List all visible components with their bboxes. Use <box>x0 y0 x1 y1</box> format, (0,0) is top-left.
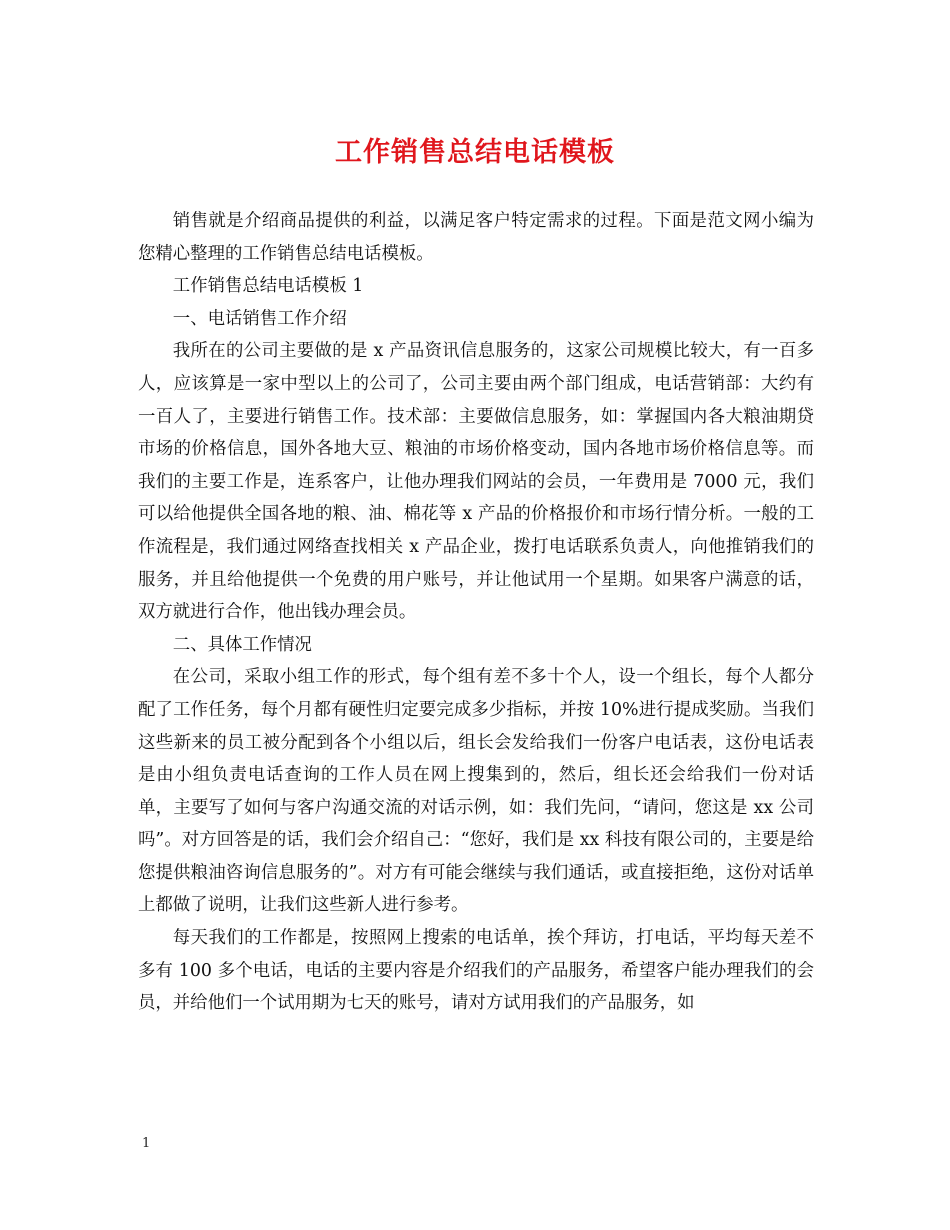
paragraph-daily-work: 每天我们的工作都是，按照网上搜索的电话单，挨个拜访，打电话，平均每天差不多有 100 多个电话，电话的主要内容是介绍我们的产品服务，希望客户能办理我们的会员，并给他们一个试用期为七天的账号，请对方试用我们的产品服务，如 <box>138 928 814 1014</box>
document-body <box>138 205 814 1020</box>
page-number: 1 <box>142 1136 151 1151</box>
paragraph-team-work: 在公司，采取小组工作的形式，每个组有差不多十个人，设一个组长，每个人都分配了工作任务，每个月都有硬性归定要完成多少指标，并按 10%进行提成奖励。当我们这些新来的员工被分配到各个小组以后，组长会发给我们一份客户电话表，这份电话表是由小组负责电话查询的工作人员在网上搜集到的，然后，组长还会给我们一份对话单，主要写了如何与客户沟通交流的对话示例，如：我们先问，“请问，您这是 xx 公司吗”。对方回答是的话，我们会介绍自己：“您好，我们是 xx 科技有限公司的，主要是给您提供粮油咨询信息服务的”。对方有可能会继续与我们通话，或直接拒绝，这份对话单上都做了说明，让我们这些新人进行参考。 <box>138 667 814 916</box>
section-heading-2: 二、具体工作情况 <box>172 634 312 655</box>
paragraph-company-intro: 我所在的公司主要做的是 x 产品资讯信息服务的，这家公司规模比较大，有一百多人，应该算是一家中型以上的公司了，公司主要由两个部门组成，电话营销部：大约有一百人了，主要进行销售工作。技术部：主要做信息服务，如：掌握国内各大粮油期贷市场的价格信息，国外各地大豆、粮油的市场价格变动，国内各地市场价格信息等。而我们的主要工作是，连系客户，让他办理我们网站的会员，一年费用是 7000 元，我们可以给他提供全国各地的粮、油、棉花等 x 产品的价格报价和市场行情分析。一般的工作流程是，我们通过网络查找相关 x 产品企业，拨打电话联系负责人，向他推销我们的服务，并且给他提供一个免费的用户账号，并让他试用一个星期。如果客户满意的话，双方就进行合作，他出钱办理会员。 <box>138 341 814 623</box>
paragraph-template-heading: 工作销售总结电话模板 1 <box>172 276 364 297</box>
document-title: 工作销售总结电话模板 <box>335 137 615 168</box>
paragraph-intro: 销售就是介绍商品提供的利益，以满足客户特定需求的过程。下面是范文网小编为您精心整理的工作销售总结电话模板。 <box>138 211 814 264</box>
section-heading-1: 一、电话销售工作介绍 <box>172 308 347 329</box>
